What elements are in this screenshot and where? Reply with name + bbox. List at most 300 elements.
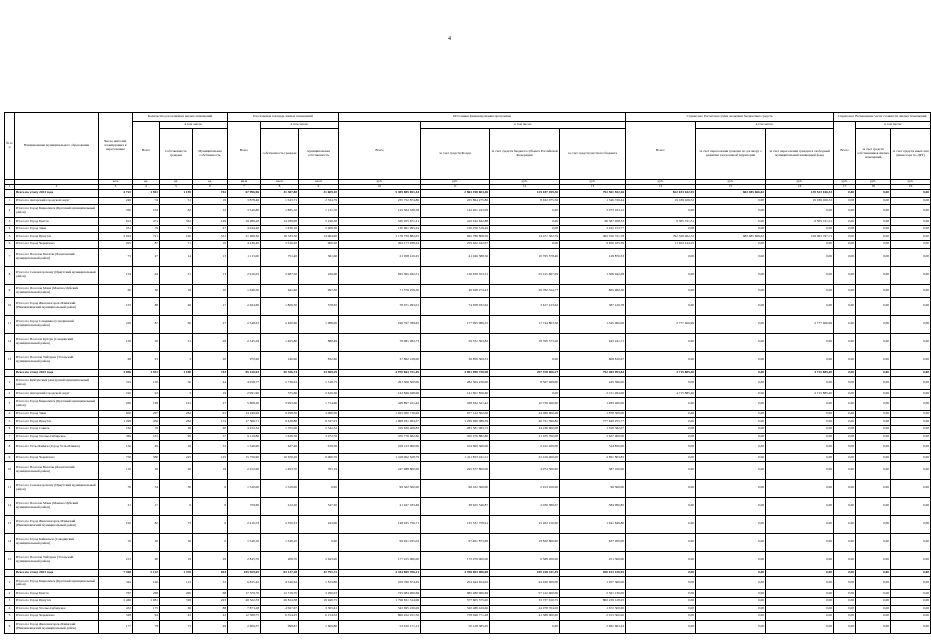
value-cell: 2 122 bbox=[133, 569, 160, 577]
value-cell: 865 960,30 bbox=[560, 284, 626, 297]
value-cell: 0,00 bbox=[856, 218, 891, 226]
unit-cell: кв.м bbox=[228, 180, 261, 185]
value-cell: 113 bbox=[160, 577, 193, 590]
value-cell: 25 415 667,09 bbox=[490, 266, 560, 284]
value-cell: 0,00 bbox=[626, 577, 696, 590]
value-cell: 0,00 bbox=[891, 397, 931, 410]
value-cell: 0,00 bbox=[891, 597, 931, 605]
value-cell: 0,00 bbox=[766, 248, 834, 266]
value-cell: 0,00 bbox=[696, 333, 766, 351]
value-cell: 0,00 bbox=[834, 333, 856, 351]
value-cell: 16 bbox=[160, 441, 193, 454]
value-cell: 682 485 666,62 bbox=[696, 233, 766, 241]
value-cell: 4 722 bbox=[99, 190, 133, 198]
value-cell: 0,00 bbox=[626, 597, 696, 605]
row-number: 8 bbox=[5, 441, 15, 454]
value-cell: 0,00 bbox=[856, 620, 891, 633]
value-cell: 97 461 873,60 bbox=[421, 533, 490, 551]
value-cell: 76 bbox=[99, 479, 133, 497]
value-cell: 0,00 bbox=[696, 351, 766, 369]
value-cell: 87 bbox=[133, 240, 160, 248]
value-cell: 12 719,70 bbox=[261, 590, 299, 598]
value-cell: 1 159 bbox=[160, 190, 193, 198]
value-cell: 4 715 885,40 bbox=[626, 369, 696, 377]
value-cell: 1 088,00 bbox=[299, 315, 339, 333]
value-cell: 91 bbox=[193, 410, 228, 418]
value-cell: 71 bbox=[160, 240, 193, 248]
value-cell: 1 931 bbox=[133, 369, 160, 377]
header-area-total: Всего bbox=[228, 122, 261, 180]
value-cell: 19 186 026,52 bbox=[766, 197, 834, 205]
value-cell: 4 058,77 bbox=[228, 377, 261, 390]
value-cell: 20 bbox=[193, 351, 228, 369]
row-number: 11 bbox=[5, 315, 15, 333]
value-cell: 8 632 075,56 bbox=[490, 197, 560, 205]
municipality-name: Всего по этапу 2023 года bbox=[15, 190, 99, 198]
value-cell: 0,00 bbox=[696, 425, 766, 433]
value-cell: 2 606,57 bbox=[228, 620, 261, 633]
value-cell: 2 777 406,99 bbox=[766, 315, 834, 333]
value-cell: 0,00 bbox=[766, 377, 834, 390]
value-cell: 0,00 bbox=[696, 590, 766, 598]
value-cell: 0,00 bbox=[696, 433, 766, 441]
value-cell: 0,00 bbox=[834, 240, 856, 248]
value-cell: 0,00 bbox=[856, 197, 891, 205]
table-row bbox=[5, 433, 931, 441]
value-cell: 20 bbox=[160, 461, 193, 479]
value-cell: 60 bbox=[99, 284, 133, 297]
value-cell: 0,00 bbox=[490, 240, 560, 248]
value-cell: 40 bbox=[193, 425, 228, 433]
value-cell: 0,00 bbox=[856, 377, 891, 390]
value-cell: 0,00 bbox=[834, 454, 856, 462]
index-cell: 6 bbox=[193, 185, 228, 190]
value-cell: 0,00 bbox=[834, 605, 856, 613]
value-cell: 384 990,85 bbox=[560, 497, 626, 515]
unit-cell: руб. bbox=[834, 180, 856, 185]
table-row bbox=[5, 425, 931, 433]
value-cell: 3 073 193,12 bbox=[560, 205, 626, 218]
table-row bbox=[5, 377, 931, 390]
value-cell: 282 bbox=[160, 418, 193, 426]
table-row bbox=[5, 461, 931, 479]
value-cell: 51 bbox=[160, 333, 193, 351]
value-cell: 73 bbox=[160, 620, 193, 633]
value-cell: 0,00 bbox=[891, 315, 931, 333]
value-cell: 69 bbox=[160, 605, 193, 613]
value-cell: 96 300,00 bbox=[560, 479, 626, 497]
value-cell: 109 228 331,45 bbox=[490, 569, 560, 577]
value-cell: 0,00 bbox=[766, 410, 834, 418]
municipality-name: Итого по Город Черемхово bbox=[15, 240, 99, 248]
value-cell: 2 460,60 bbox=[261, 315, 299, 333]
value-cell: 105 509,05 bbox=[228, 569, 261, 577]
value-cell: 866 452 191,50 bbox=[339, 613, 421, 621]
header-citizens-own-area: собственность граждан bbox=[261, 129, 299, 180]
value-cell: 213 bbox=[99, 551, 133, 569]
value-cell: 15 262 150,00 bbox=[490, 515, 560, 533]
index-cell: 1 bbox=[5, 185, 15, 190]
table-row bbox=[5, 515, 931, 533]
value-cell: 0,00 bbox=[834, 613, 856, 621]
value-cell: 492 356 721,78 bbox=[560, 233, 626, 241]
table-row bbox=[5, 351, 931, 369]
value-cell: 1 131,70 bbox=[299, 205, 339, 218]
index-cell: 13 bbox=[560, 185, 626, 190]
value-cell: 74 bbox=[133, 197, 160, 205]
municipality-name: Итого по Поселок Тайтурка (Усольский муниципальный район) bbox=[15, 551, 99, 569]
value-cell: 0,00 bbox=[891, 533, 931, 551]
value-cell: 0,00 bbox=[856, 454, 891, 462]
value-cell: 88 bbox=[193, 605, 228, 613]
value-cell: 0,00 bbox=[834, 233, 856, 241]
value-cell: 1 418 962 528,79 bbox=[339, 454, 421, 462]
table-row bbox=[5, 225, 931, 233]
value-cell: 1 796 811 314,00 bbox=[339, 597, 421, 605]
value-cell: 18 706 573,20 bbox=[490, 333, 560, 351]
municipality-name: Итого по Поселок Мама (Мамско-Чуйский муниципальный район) bbox=[15, 497, 99, 515]
value-cell: 6 835,42 bbox=[228, 577, 261, 590]
value-cell: 0,00 bbox=[856, 613, 891, 621]
value-cell: 0,00 bbox=[891, 266, 931, 284]
value-cell: 543 695 230,00 bbox=[339, 605, 421, 613]
value-cell: 0,00 bbox=[626, 454, 696, 462]
value-cell: 177 995 986,55 bbox=[421, 315, 490, 333]
value-cell: 229 bbox=[99, 315, 133, 333]
value-cell: 17 bbox=[193, 297, 228, 315]
value-cell: 1 306 042,09 bbox=[560, 266, 626, 284]
municipality-name: Итого по Усть-Илимск (Город Усть-Илимск) bbox=[15, 441, 99, 454]
value-cell: 22 bbox=[133, 390, 160, 398]
value-cell: 2 024 bbox=[99, 233, 133, 241]
value-cell: 161 bbox=[133, 433, 160, 441]
value-cell: 231 bbox=[99, 225, 133, 233]
value-cell: 268 bbox=[133, 590, 160, 598]
value-cell: 0,00 bbox=[856, 418, 891, 426]
value-cell: 174 bbox=[193, 418, 228, 426]
value-cell: 2 845,70 bbox=[228, 551, 261, 569]
value-cell: 19 940,75 bbox=[299, 597, 339, 605]
value-cell: 0,00 bbox=[696, 410, 766, 418]
value-cell: 0,00 bbox=[626, 569, 696, 577]
value-cell: 1 346 720,44 bbox=[560, 197, 626, 205]
table-row bbox=[5, 397, 931, 410]
value-cell: 38 625 546,87 bbox=[421, 497, 490, 515]
row-number bbox=[5, 369, 15, 377]
value-cell: 3 536,20 bbox=[261, 240, 299, 248]
value-cell: 0 bbox=[193, 533, 228, 551]
table-row bbox=[5, 410, 931, 418]
value-cell: 149 870,53 bbox=[560, 248, 626, 266]
municipality-name: Итого по Город Слюдянка (Слюдянский муниципальный район) bbox=[15, 315, 99, 333]
value-cell: 19 820 800,00 bbox=[490, 533, 560, 551]
value-cell: 247 988 800,00 bbox=[339, 461, 421, 479]
value-cell: 0,00 bbox=[856, 248, 891, 266]
value-cell: 136 639 353,51 bbox=[421, 266, 490, 284]
value-cell: 3 072,70 bbox=[299, 433, 339, 441]
value-cell: 0,00 bbox=[766, 605, 834, 613]
row-number: 2 bbox=[5, 590, 15, 598]
value-cell: 88 bbox=[133, 297, 160, 315]
value-cell: 9 305 721,51 bbox=[626, 218, 696, 226]
header-econ-2: за счет переселения граждан в свободный муниципальный жилищный фонд bbox=[766, 129, 834, 180]
value-cell: 322 bbox=[160, 218, 193, 226]
value-cell: 0,00 bbox=[299, 479, 339, 497]
table-row bbox=[5, 315, 931, 333]
value-cell: 19 bbox=[193, 197, 228, 205]
value-cell: 0,00 bbox=[490, 351, 560, 369]
value-cell: 0,00 bbox=[766, 497, 834, 515]
value-cell: 0,00 bbox=[626, 479, 696, 497]
value-cell: 2 464,60 bbox=[228, 297, 261, 315]
table-row bbox=[5, 197, 931, 205]
value-cell: 792 349 462,32 bbox=[626, 233, 696, 241]
value-cell: 0,00 bbox=[766, 225, 834, 233]
value-cell: 16 bbox=[160, 284, 193, 297]
value-cell: 99 302 300,00 bbox=[339, 479, 421, 497]
value-cell: 0,00 bbox=[834, 433, 856, 441]
row-number: 15 bbox=[5, 551, 15, 569]
value-cell: 1 636,50 bbox=[261, 433, 299, 441]
value-cell: 0,00 bbox=[834, 425, 856, 433]
housing-resettlement-table bbox=[4, 112, 930, 634]
value-cell: 73 bbox=[99, 248, 133, 266]
value-cell: 85 120,93 bbox=[228, 369, 261, 377]
value-cell: 0,00 bbox=[626, 433, 696, 441]
value-cell: 135 531 756,91 bbox=[421, 515, 490, 533]
value-cell: 1 878 309,00 bbox=[560, 410, 626, 418]
value-cell: 2 466 bbox=[99, 597, 133, 605]
value-cell: 832,90 bbox=[299, 351, 339, 369]
unit-cell: руб. bbox=[626, 180, 696, 185]
value-cell: 6 354,25 bbox=[261, 613, 299, 621]
value-cell: 46 322,33 bbox=[228, 597, 261, 605]
value-cell: 412,20 bbox=[261, 497, 299, 515]
table-row bbox=[5, 248, 931, 266]
value-cell: 0,00 bbox=[834, 620, 856, 633]
value-cell: 0,00 bbox=[696, 597, 766, 605]
value-cell: 0,00 bbox=[856, 190, 891, 198]
value-cell: 104 bbox=[133, 205, 160, 218]
value-cell: 320 bbox=[99, 205, 133, 218]
value-cell: 0,00 bbox=[834, 497, 856, 515]
value-cell: 3 305,61 bbox=[299, 605, 339, 613]
value-cell: 19 bbox=[193, 390, 228, 398]
value-cell: 96 102 300,00 bbox=[421, 479, 490, 497]
value-cell: 4 715 885,40 bbox=[766, 369, 834, 377]
value-cell: 27 bbox=[193, 397, 228, 410]
value-cell: 0,00 bbox=[696, 515, 766, 533]
value-cell: 4 715 885,40 bbox=[766, 390, 834, 398]
value-cell: 33 737 610,75 bbox=[490, 597, 560, 605]
value-cell: 0,00 bbox=[856, 284, 891, 297]
value-cell: 1 546,10 bbox=[228, 533, 261, 551]
value-cell: 758 949 771,28 bbox=[421, 613, 490, 621]
value-cell: 756 bbox=[99, 454, 133, 462]
value-cell: 104 606 500,00 bbox=[421, 441, 490, 454]
value-cell: 3 878,40 bbox=[228, 197, 261, 205]
value-cell: 0,00 bbox=[891, 613, 931, 621]
table-row bbox=[5, 533, 931, 551]
municipality-name: Итого по Город Саянск bbox=[15, 425, 99, 433]
value-cell: 208,70 bbox=[261, 551, 299, 569]
value-cell: 154 bbox=[99, 266, 133, 284]
value-cell: 0,00 bbox=[891, 497, 931, 515]
value-cell: 149 bbox=[193, 218, 228, 226]
value-cell: 2 736,02 bbox=[261, 377, 299, 390]
unit-cell: руб. bbox=[696, 180, 766, 185]
value-cell: 812 bbox=[99, 218, 133, 226]
value-cell: 0,00 bbox=[766, 351, 834, 369]
value-cell: 235 752 874,80 bbox=[339, 197, 421, 205]
value-cell: 375,60 bbox=[261, 390, 299, 398]
value-cell: 0,00 bbox=[766, 597, 834, 605]
value-cell: 347,30 bbox=[299, 497, 339, 515]
row-number: 2 bbox=[5, 390, 15, 398]
value-cell: 47 bbox=[193, 225, 228, 233]
value-cell: 0,00 bbox=[696, 441, 766, 454]
value-cell: 14 039,90 bbox=[261, 218, 299, 226]
value-cell: 27 bbox=[193, 315, 228, 333]
value-cell: 0,00 bbox=[626, 515, 696, 533]
value-cell: 51 bbox=[160, 197, 193, 205]
value-cell: 67 996,96 bbox=[228, 190, 261, 198]
value-cell: 721 bbox=[133, 233, 160, 241]
value-cell: 297 bbox=[133, 410, 160, 418]
header-fund: за счет средств Фонда bbox=[421, 129, 490, 180]
value-cell: 3 bbox=[160, 390, 193, 398]
municipality-name: Итого по Город Братск bbox=[15, 218, 99, 226]
value-cell: 259 462 442,07 bbox=[421, 240, 490, 248]
value-cell: 0,00 bbox=[891, 218, 931, 226]
value-cell: 13 bbox=[193, 266, 228, 284]
value-cell: 682 485 666,62 bbox=[696, 190, 766, 198]
value-cell: 79 bbox=[133, 225, 160, 233]
value-cell: 4 691 803,85 bbox=[560, 454, 626, 462]
header-area-incl: в том числе: bbox=[261, 122, 339, 129]
value-cell: 108 123 900,00 bbox=[339, 441, 421, 454]
value-cell: 641,60 bbox=[261, 284, 299, 297]
value-cell: 26 814,58 bbox=[261, 597, 299, 605]
row-number: 6 bbox=[5, 240, 15, 248]
value-cell: 110 bbox=[99, 461, 133, 479]
value-cell: 291 566 500,00 bbox=[339, 377, 421, 390]
value-cell: 1 636,10 bbox=[261, 225, 299, 233]
value-cell: 71 576 259,50 bbox=[339, 284, 421, 297]
table-row bbox=[5, 218, 931, 226]
table-row bbox=[5, 497, 931, 515]
value-cell: 2 151 264,00 bbox=[560, 390, 626, 398]
value-cell: 3 708 003 986,08 bbox=[421, 569, 490, 577]
value-cell: 319 636 408,83 bbox=[339, 425, 421, 433]
value-cell: 0,00 bbox=[834, 551, 856, 569]
header-comp-total: Всего bbox=[834, 122, 856, 180]
value-cell: 1 318,75 bbox=[299, 377, 339, 390]
row-number: 7 bbox=[5, 248, 15, 266]
unit-cell: руб. bbox=[766, 180, 834, 185]
value-cell: 0,00 bbox=[766, 425, 834, 433]
index-cell: 7 bbox=[228, 185, 261, 190]
value-cell: 120 256 519,49 bbox=[421, 225, 490, 233]
value-cell: 637 200,00 bbox=[560, 533, 626, 551]
value-cell: 254 044 654,65 bbox=[421, 577, 490, 590]
value-cell: 40 721 390,80 bbox=[490, 418, 560, 426]
value-cell: 0,00 bbox=[696, 248, 766, 266]
value-cell: 0,00 bbox=[626, 620, 696, 633]
value-cell: 139 531 166,33 bbox=[766, 190, 834, 198]
value-cell: 4 252,32 bbox=[228, 425, 261, 433]
value-cell: 0,00 bbox=[626, 441, 696, 454]
value-cell: 1 526,00 bbox=[261, 479, 299, 497]
row-number: 11 bbox=[5, 479, 15, 497]
index-cell: 15 bbox=[696, 185, 766, 190]
value-cell: 2 345,29 bbox=[228, 333, 261, 351]
value-cell: 438 634 321,42 bbox=[421, 397, 490, 410]
value-cell: 1 705,00 bbox=[261, 425, 299, 433]
value-cell: 59 331 563,82 bbox=[421, 333, 490, 351]
value-cell: 410 242 642,88 bbox=[421, 218, 490, 226]
value-cell: 0,00 bbox=[696, 479, 766, 497]
value-cell: 310 bbox=[99, 390, 133, 398]
value-cell: 0,00 bbox=[891, 620, 931, 633]
value-cell: 0,00 bbox=[834, 197, 856, 205]
value-cell: 0,00 bbox=[299, 533, 339, 551]
value-cell: 42 791,72 bbox=[299, 569, 339, 577]
value-cell: 0,00 bbox=[891, 605, 931, 613]
value-cell: 977 122 302,00 bbox=[421, 410, 490, 418]
value-cell: 79 981 282,73 bbox=[339, 333, 421, 351]
value-cell: 0,00 bbox=[626, 410, 696, 418]
municipality-name: Всего по этапу 2023 года bbox=[15, 569, 99, 577]
header-comp-2: за счет средств иных лиц (инвестора по ДРТ) bbox=[891, 129, 931, 180]
value-cell: 2 548,61 bbox=[228, 315, 261, 333]
value-cell: 0,00 bbox=[626, 461, 696, 479]
value-cell: 0,00 bbox=[856, 433, 891, 441]
value-cell: 0,00 bbox=[766, 590, 834, 598]
value-cell: 36 bbox=[160, 533, 193, 551]
value-cell: 0,00 bbox=[834, 297, 856, 315]
value-cell: 0,00 bbox=[626, 351, 696, 369]
value-cell: 745 984 960,69 bbox=[339, 590, 421, 598]
value-cell: 33 bbox=[193, 577, 228, 590]
value-cell: 243,00 bbox=[299, 515, 339, 533]
municipality-name: Итого по Поселок Култук (Слюдянский муниципальный район) bbox=[15, 333, 99, 351]
value-cell: 7 873,28 bbox=[228, 605, 261, 613]
value-cell: 0,00 bbox=[696, 418, 766, 426]
municipality-name: Итого по Город Бирюсинск (Братский муниципальный район) bbox=[15, 577, 99, 590]
value-cell: 792 484 993,84 bbox=[560, 369, 626, 377]
municipality-name: Итого по Город Усолье-Сибирское bbox=[15, 433, 99, 441]
index-cell: 19 bbox=[891, 185, 931, 190]
value-cell: 759,60 bbox=[228, 497, 261, 515]
value-cell: 0,00 bbox=[626, 425, 696, 433]
value-cell: 0,00 bbox=[891, 297, 931, 315]
value-cell: 0,00 bbox=[626, 418, 696, 426]
value-cell: 0,00 bbox=[856, 479, 891, 497]
value-cell: 0,00 bbox=[696, 297, 766, 315]
value-cell: 0,00 bbox=[490, 205, 560, 218]
value-cell: 900,20 bbox=[299, 240, 339, 248]
value-cell: 0,00 bbox=[766, 454, 834, 462]
value-cell: 177 bbox=[99, 620, 133, 633]
table-header bbox=[5, 113, 931, 190]
value-cell: 1 546,10 bbox=[261, 533, 299, 551]
value-cell: 31 bbox=[99, 497, 133, 515]
value-cell: 9 428,80 bbox=[261, 418, 299, 426]
value-cell: 471 bbox=[133, 218, 160, 226]
value-cell: 742 bbox=[193, 190, 228, 198]
value-cell: 5 608,20 bbox=[228, 397, 261, 410]
